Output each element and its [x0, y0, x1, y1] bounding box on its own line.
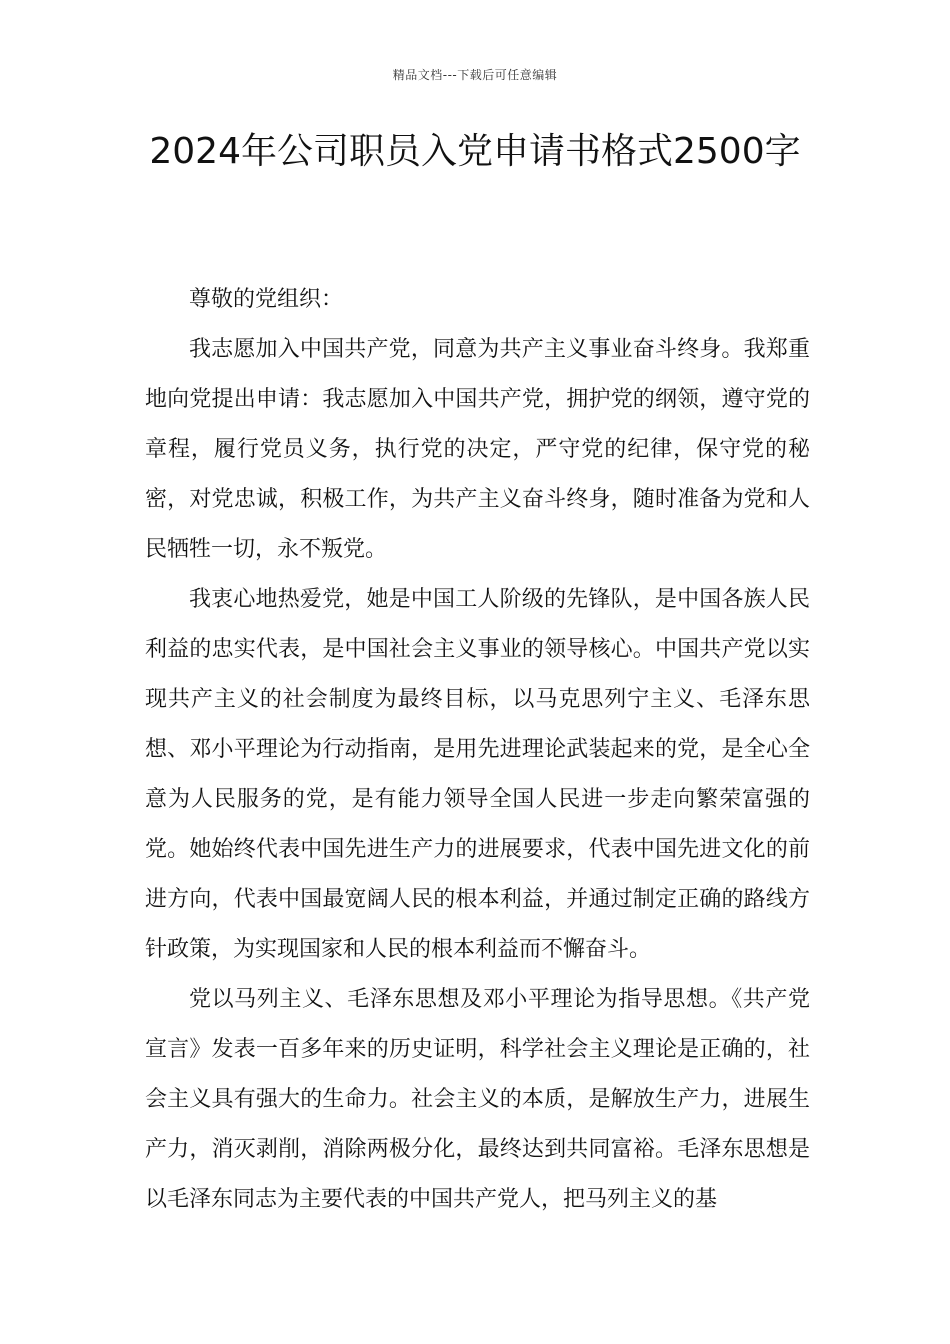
paragraph-1: 我志愿加入中国共产党，同意为共产主义事业奋斗终身。我郑重地向党提出申请：我志愿加入中国共产党，拥护党的纲领，遵守党的章程，履行党员义务，执行党的决定，严守党的纪律，保守党的秘密，对党忠诚，积极工作，为共产主义奋斗终身，随时准备为党和人民牺牲一切，永不叛党。 — [145, 337, 810, 562]
salutation: 尊敬的党组织： — [189, 287, 344, 312]
paragraph-2: 我衷心地热爱党，她是中国工人阶级的先锋队，是中国各族人民利益的忠实代表，是中国社会主义事业的领导核心。中国共产党以实现共产主义的社会制度为最终目标，以马克思列宁主义、毛泽东思想、邓小平理论为行动指南，是用先进理论武装起来的党，是全心全意为人民服务的党，是有能力领导全国人民进一步走向繁荣富强的党。她始终代表中国先进生产力的进展要求，代表中国先进文化的前进方向，代表中国最宽阔人民的根本利益，并通过制定正确的路线方针政策，为实现国家和人民的根本利益而不懈奋斗。 — [145, 587, 810, 962]
document-title: 2024年公司职员入党申请书格式2500字 — [149, 131, 801, 172]
paragraph-3: 党以马列主义、毛泽东思想及邓小平理论为指导思想。《共产党宣言》发表一百多年来的历史证明，科学社会主义理论是正确的，社会主义具有强大的生命力。社会主义的本质，是解放生产力，进展生产力，消灭剥削，消除两极分化，最终达到共同富裕。毛泽东思想是以毛泽东同志为主要代表的中国共产党人，把马列主义的基 — [145, 987, 810, 1212]
document-body — [145, 275, 810, 1225]
header-note: 精品文档---下载后可任意编辑 — [392, 68, 558, 82]
